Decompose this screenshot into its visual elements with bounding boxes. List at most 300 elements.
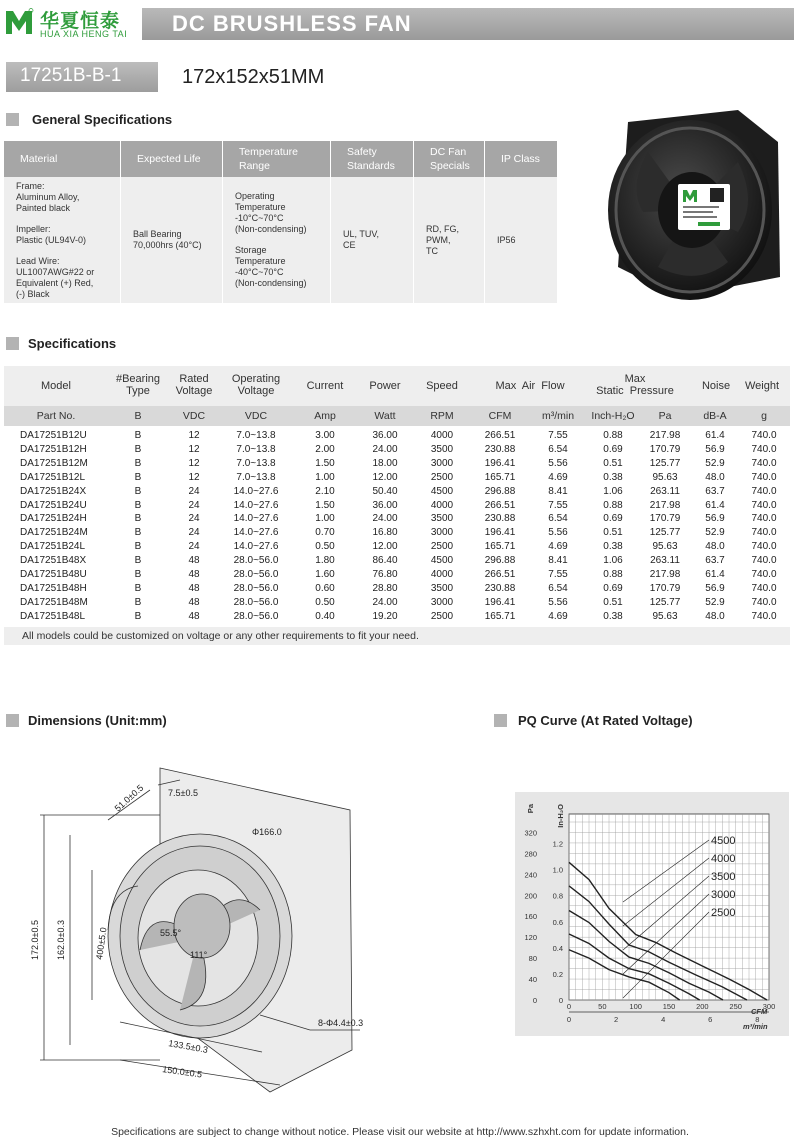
dim-label: 51.0±0.5 (112, 782, 146, 814)
col-rated-voltage (168, 373, 220, 397)
spec-cell: 230.88 (484, 443, 516, 455)
spec-cell: 196.41 (484, 527, 516, 539)
spec-cell: 28.0~56.0 (233, 569, 279, 580)
spec-cell: 4500 (430, 555, 454, 567)
spec-cell: 740.0 (751, 541, 777, 553)
unit-label: Part No. (36, 410, 76, 422)
spec-cell: 296.88 (484, 555, 516, 567)
spec-cell: 48 (188, 596, 200, 608)
spec-cell: 4500 (430, 485, 454, 497)
pq-pa-tick: 0 (532, 996, 537, 1005)
spec-cell: 2.00 (315, 443, 335, 455)
pq-legend-label: 2500 (711, 907, 736, 919)
spec-cell: 61.4 (705, 569, 725, 580)
spec-cell: 56.9 (705, 582, 725, 594)
safety-cell (331, 177, 414, 303)
pq-pa-tick: 200 (524, 891, 537, 901)
pq-cfm-tick: 100 (629, 1002, 642, 1011)
spec-cell: 18.00 (372, 457, 398, 469)
spec-cell: 740.0 (751, 485, 777, 497)
spec-cell: B (134, 471, 142, 483)
section-marker (6, 714, 19, 727)
part-number: DA17251B24U (20, 499, 87, 511)
pq-pa-tick: 80 (528, 954, 537, 964)
spec-cell: 36.00 (372, 430, 398, 441)
col-bearing-line: #Bearing (115, 373, 161, 385)
col-ip-class: IP Class (485, 141, 558, 177)
col-weight: Weight (744, 380, 780, 392)
safety-text: UL, TUV, (343, 229, 380, 239)
spec-cell: B (134, 541, 142, 553)
spec-cell: 95.63 (652, 610, 678, 622)
material-text: Impeller: (16, 223, 51, 234)
col-speed: Speed (426, 380, 458, 392)
spec-cell: 740.0 (751, 596, 777, 608)
spec-cell: 217.98 (649, 499, 681, 511)
spec-cell: B (134, 569, 142, 580)
brand-name-en: HUA XIA HENG TAI (40, 29, 128, 39)
unit-label: g (761, 410, 767, 422)
col-rated-line: Rated (179, 373, 209, 385)
spec-cell: 56.9 (705, 443, 725, 455)
spec-cell: 36.00 (372, 499, 398, 511)
spec-cell: 5.56 (548, 457, 568, 469)
spec-cell: 3000 (430, 596, 454, 608)
pq-cfm-tick: 200 (696, 1002, 709, 1011)
spec-cell: 24 (188, 499, 200, 511)
spec-cell: 0.40 (315, 610, 335, 622)
section-marker (494, 714, 507, 727)
spec-cell: 86.40 (372, 555, 398, 567)
spec-cell: B (134, 485, 142, 497)
dimension-drawing (20, 760, 380, 1110)
col-airflow: Max Air Flow (495, 380, 565, 392)
dim-label: 133.5±0.3 (167, 1038, 209, 1055)
spec-cell: 196.41 (484, 596, 516, 608)
spec-cell: B (134, 430, 142, 441)
spec-cell: 16.80 (372, 527, 398, 539)
spec-cell: 7.0~13.8 (236, 471, 276, 483)
spec-cell: 0.69 (603, 582, 623, 594)
unit-label: B (134, 410, 142, 422)
model-number: 17251B-B-1 (20, 65, 122, 86)
spec-cell: 230.88 (484, 582, 516, 594)
spec-cell: 266.51 (484, 430, 516, 441)
spec-cell: 740.0 (751, 457, 777, 469)
spec-cell: 14.0~27.6 (233, 485, 279, 497)
spec-cell: 4.69 (548, 541, 568, 553)
unit-label: m³/min (541, 410, 575, 422)
pq-m3-tick: 2 (614, 1015, 619, 1024)
spec-cell: 95.63 (652, 541, 678, 553)
spec-cell: 0.51 (603, 457, 623, 469)
ip-cell: IP56 (485, 177, 558, 303)
pq-inh2o-tick: 1.0 (552, 865, 563, 875)
spec-cell: 1.50 (315, 457, 335, 469)
part-number: DA17251B48H (20, 582, 87, 594)
material-text: Plastic (UL94V-0) (16, 234, 87, 245)
general-specs-table (4, 141, 557, 303)
pq-inh2o-tick: 1.2 (552, 839, 563, 849)
spec-cell: 740.0 (751, 610, 777, 622)
pq-legend-label: 3500 (711, 871, 736, 883)
spec-cell: 19.20 (372, 610, 398, 622)
life-text: Ball Bearing (133, 229, 182, 239)
footer-note: Specifications are subject to change without notice. Please visit our website at http://www.szhxht.com for update information. (111, 1126, 689, 1138)
spec-cell: 0.51 (603, 527, 623, 539)
spec-cell: 230.88 (484, 513, 516, 525)
fan-size: 172x152x51MM (182, 66, 325, 88)
spec-cell: B (134, 610, 142, 622)
spec-cell: 740.0 (751, 569, 777, 580)
material-cell (4, 177, 121, 303)
unit-label: Watt (374, 410, 396, 422)
spec-cell: 0.69 (603, 443, 623, 455)
spec-cell: 125.77 (649, 457, 681, 469)
spec-cell: 0.60 (315, 582, 335, 594)
pq-inh2o-tick: 0.2 (552, 969, 563, 979)
spec-cell: 170.79 (649, 443, 681, 455)
spec-cell: 1.00 (315, 513, 335, 525)
spec-cell: 28.0~56.0 (233, 610, 279, 622)
pq-inh2o-label: In-H₂O (556, 804, 565, 828)
spec-cell: 296.88 (484, 485, 516, 497)
part-number: DA17251B48U (20, 569, 87, 580)
part-number: DA17251B12U (20, 430, 87, 441)
material-text: Frame: (16, 180, 45, 191)
col-bearing-line: Type (126, 385, 150, 397)
temp-text: -40°C~70°C (235, 267, 284, 277)
part-number: DA17251B24H (20, 513, 87, 525)
spec-cell: 8.41 (548, 555, 568, 567)
spec-cell: 263.11 (650, 485, 680, 497)
spec-cell: 7.55 (548, 499, 568, 511)
spec-cell: 0.70 (315, 527, 335, 539)
col-rated-line: Voltage (175, 385, 213, 397)
spec-cell: 56.9 (705, 513, 725, 525)
spec-cell: 740.0 (751, 555, 777, 567)
general-specs-title: General Specifications (32, 112, 173, 127)
spec-cell: 0.38 (603, 610, 623, 622)
spec-cell: 7.0~13.8 (236, 457, 276, 469)
spec-cell: 0.38 (603, 471, 623, 483)
safety-text: CE (343, 240, 356, 250)
spec-cell: 1.06 (603, 485, 623, 497)
spec-cell: 740.0 (751, 430, 777, 441)
pq-chart (515, 792, 789, 1036)
spec-cell: 266.51 (484, 569, 516, 580)
col-pressure-line: Static Pressure (596, 385, 674, 397)
spec-cell: 61.4 (705, 430, 725, 441)
spec-cell: 2500 (430, 471, 454, 483)
spec-cell: 0.51 (603, 596, 623, 608)
spec-cell: 48.0 (705, 541, 725, 553)
spec-cell: 1.06 (603, 555, 623, 567)
spec-cell: 4000 (430, 499, 454, 511)
material-text: Equivalent (+) Red, (16, 277, 94, 288)
temp-text: (Non-condensing) (235, 278, 307, 288)
spec-cell: 3.00 (315, 430, 335, 441)
section-marker (6, 337, 19, 350)
spec-cell: 63.7 (705, 555, 725, 567)
material-text: Aluminum Alloy, (16, 191, 80, 202)
spec-cell: 0.88 (603, 499, 623, 511)
dim-label: 162.0±0.3 (56, 920, 66, 960)
part-number: DA17251B12H (20, 443, 87, 455)
spec-cell: 217.98 (649, 569, 681, 580)
spec-cell: 24.00 (372, 596, 398, 608)
col-expected-life: Expected Life (121, 141, 223, 177)
part-number: DA17251B12M (20, 457, 88, 469)
dim-label: 150.0±0.5 (161, 1064, 203, 1080)
spec-cell: 165.71 (484, 471, 516, 483)
spec-cell: B (134, 582, 142, 594)
spec-cell: 4000 (430, 430, 454, 441)
col-bearing (108, 373, 168, 397)
spec-cell: 28.0~56.0 (233, 582, 279, 594)
spec-cell: 48 (188, 582, 200, 594)
spec-cell: B (134, 499, 142, 511)
col-material: Material (4, 141, 121, 177)
material-text: (-) Black (16, 288, 50, 299)
spec-cell: 266.51 (484, 499, 516, 511)
spec-cell: B (134, 527, 142, 539)
spec-cell: 14.0~27.6 (233, 527, 279, 539)
pq-m3-tick: 8 (755, 1015, 760, 1024)
spec-cell: 6.54 (548, 443, 568, 455)
spec-cell: 7.0~13.8 (236, 430, 276, 441)
pq-cfm-tick: 50 (598, 1002, 607, 1011)
col-pressure (590, 373, 680, 397)
spec-cell: 24 (188, 527, 200, 539)
temp-text: Temperature (235, 256, 286, 266)
spec-cell: B (134, 457, 142, 469)
pq-pa-tick: 320 (524, 828, 537, 838)
spec-cell: 740.0 (751, 582, 777, 594)
spec-cell: 0.50 (315, 596, 335, 608)
spec-cell: 12 (188, 457, 200, 469)
temperature-cell (223, 177, 331, 303)
spec-cell: 7.55 (548, 569, 568, 580)
brand-name-cn: 华夏恒泰 (40, 11, 121, 32)
spec-cell: 14.0~27.6 (233, 499, 279, 511)
specials-text: TC (426, 245, 438, 256)
pq-m3-tick: 6 (708, 1015, 713, 1024)
part-number: DA17251B48X (20, 555, 87, 567)
unit-label: VDC (182, 410, 206, 422)
dim-label: 400±5.0 (94, 926, 109, 961)
spec-cell: 95.63 (652, 471, 678, 483)
col-model: Model (41, 380, 71, 392)
pq-inh2o-tick: 0.8 (552, 891, 563, 901)
pq-pa-tick: 240 (524, 870, 537, 880)
spec-cell: 52.9 (705, 527, 725, 539)
spec-cell: 12.00 (372, 471, 398, 483)
unit-label: RPM (430, 410, 454, 422)
pq-cfm-label: CFM (751, 1007, 768, 1016)
temp-text: Storage (235, 245, 267, 255)
spec-cell: 48 (188, 569, 200, 580)
spec-cell: 48 (188, 610, 200, 622)
part-number: DA17251B12L (20, 471, 86, 483)
pq-pa-tick: 40 (528, 975, 537, 985)
spec-cell: 740.0 (751, 513, 777, 525)
material-text: UL1007AWG#22 or (16, 266, 95, 277)
material-text: Painted black (16, 202, 71, 213)
specials-text: PWM, (426, 234, 451, 245)
spec-cell: B (134, 443, 142, 455)
col-operating-line: Voltage (237, 385, 275, 397)
pq-cfm-tick: 250 (729, 1002, 742, 1011)
spec-cell: 24.00 (372, 443, 398, 455)
unit-label: VDC (244, 410, 268, 422)
spec-cell: 125.77 (649, 596, 681, 608)
spec-cell: 196.41 (484, 457, 516, 469)
spec-cell: B (134, 555, 142, 567)
spec-cell: 6.54 (548, 513, 568, 525)
col-temperature-text: Temperature Range (239, 146, 298, 172)
pq-m3-tick: 4 (661, 1015, 666, 1024)
spec-cell: 7.0~13.8 (236, 443, 276, 455)
spec-cell: 4000 (430, 569, 454, 580)
part-number: DA17251B48L (20, 610, 86, 622)
col-specials (414, 141, 485, 177)
pq-inh2o-tick: 0 (558, 996, 563, 1005)
col-noise: Noise (701, 380, 731, 392)
spec-cell: 170.79 (649, 513, 681, 525)
col-safety-text: Safety Standards (347, 146, 395, 172)
spec-cell: 48.0 (705, 610, 725, 622)
spec-cell: 76.80 (372, 569, 398, 580)
spec-cell: 24 (188, 541, 200, 553)
specials-cell (414, 177, 485, 303)
pq-pa-tick: 120 (524, 933, 537, 943)
spec-cell: 24.00 (372, 513, 398, 525)
part-number: DA17251B24X (20, 485, 87, 497)
section-marker (6, 113, 19, 126)
spec-cell: 4.69 (548, 471, 568, 483)
spec-cell: 3500 (430, 582, 454, 594)
specials-text: RD, FG, (426, 223, 459, 234)
dim-label: 7.5±0.5 (168, 788, 198, 798)
spec-cell: 0.69 (603, 513, 623, 525)
unit-label: dB-A (703, 410, 727, 422)
dim-label: 172.0±0.5 (30, 920, 40, 960)
spec-cell: 740.0 (751, 527, 777, 539)
life-text: 70,000hrs (40°C) (133, 240, 202, 250)
spec-cell: 24 (188, 485, 200, 497)
spec-cell: 14.0~27.6 (233, 513, 279, 525)
spec-cell: 6.54 (548, 582, 568, 594)
pq-legend-label: 4000 (711, 853, 736, 865)
spec-cell: 61.4 (705, 499, 725, 511)
spec-cell: B (134, 596, 142, 608)
pq-legend-label: 4500 (711, 835, 736, 847)
spec-cell: 14.0~27.6 (233, 541, 279, 553)
part-number: DA17251B48M (20, 596, 88, 608)
spec-cell: 52.9 (705, 596, 725, 608)
spec-cell: 48.0 (705, 471, 725, 483)
unit-label: CFM (488, 410, 512, 422)
pq-curve-title: PQ Curve (At Rated Voltage) (518, 713, 693, 728)
col-pressure-line: Max (624, 373, 646, 385)
spec-cell: 28.80 (372, 582, 398, 594)
dim-label: 55.5° (160, 928, 182, 938)
unit-label: Inch-H₂O (591, 410, 635, 422)
pq-legend-label: 3000 (711, 889, 736, 901)
temp-text: -10°C~70°C (235, 213, 284, 223)
brand-logo-icon (4, 8, 34, 36)
spec-cell: 740.0 (751, 499, 777, 511)
spec-cell: 3000 (430, 457, 454, 469)
spec-cell: 3000 (430, 527, 454, 539)
spec-cell: 0.50 (315, 541, 335, 553)
spec-cell: 5.56 (548, 527, 568, 539)
spec-cell: 2500 (430, 610, 454, 622)
spec-cell: 1.00 (315, 471, 335, 483)
col-power: Power (369, 380, 401, 392)
spec-cell: 740.0 (751, 443, 777, 455)
col-temperature (223, 141, 331, 177)
col-specials-text: DC Fan Specials (430, 146, 470, 172)
spec-cell: 3500 (430, 443, 454, 455)
spec-cell: 12 (188, 430, 200, 441)
unit-label: Amp (314, 410, 336, 422)
spec-cell: 3500 (430, 513, 454, 525)
spec-cell: 24 (188, 513, 200, 525)
spec-cell: 170.79 (649, 582, 681, 594)
dimensions-title: Dimensions (Unit:mm) (28, 713, 167, 728)
pq-pa-tick: 160 (524, 912, 537, 922)
spec-cell: 0.88 (603, 430, 623, 441)
unit-label: Pa (658, 410, 672, 422)
spec-cell: 263.11 (650, 555, 680, 567)
life-cell (121, 177, 223, 303)
spec-cell: 12.00 (372, 541, 398, 553)
spec-cell: 165.71 (484, 541, 516, 553)
spec-cell: 12 (188, 471, 200, 483)
spec-cell: 1.60 (315, 569, 335, 580)
spec-cell: 5.56 (548, 596, 568, 608)
pq-m3-label: m³/min (743, 1022, 768, 1031)
spec-cell: 4.69 (548, 610, 568, 622)
temp-text: Operating (235, 191, 275, 201)
spec-cell: 0.88 (603, 569, 623, 580)
temp-text: Temperature (235, 202, 286, 212)
spec-cell: 8.41 (548, 485, 568, 497)
col-current: Current (306, 380, 344, 392)
spec-cell: 740.0 (751, 471, 777, 483)
specs-title: Specifications (28, 336, 117, 351)
pq-cfm-tick: 0 (566, 1002, 572, 1011)
fan-product-image (588, 92, 788, 312)
pq-inh2o-tick: 0.6 (552, 917, 563, 927)
spec-cell: 63.7 (705, 485, 725, 497)
page-title: DC BRUSHLESS FAN (172, 11, 412, 36)
spec-cell: 125.77 (649, 527, 681, 539)
spec-cell: 217.98 (649, 430, 681, 441)
spec-cell: 1.50 (315, 499, 335, 511)
pq-inh2o-tick: 0.4 (552, 943, 563, 953)
part-number: DA17251B24L (20, 541, 86, 553)
pq-cfm-tick: 150 (662, 1002, 676, 1011)
customization-note: All models could be customized on voltage or any other requirements to fit your need. (22, 630, 419, 642)
dim-label: 8-Φ4.4±0.3 (318, 1018, 364, 1028)
spec-cell: 50.40 (372, 485, 398, 497)
spec-cell: 28.0~56.0 (233, 555, 279, 567)
col-safety (331, 141, 414, 177)
pq-m3-tick: 0 (566, 1015, 572, 1024)
